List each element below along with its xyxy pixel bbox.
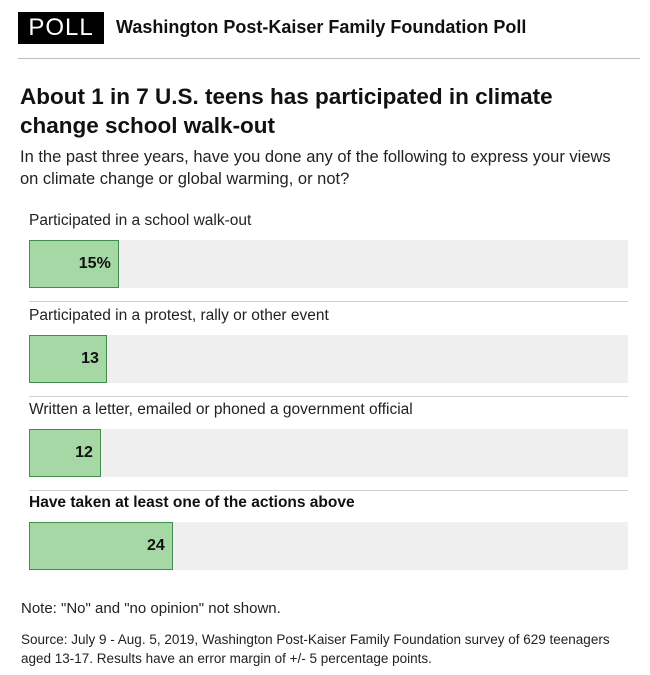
bar-track <box>29 522 628 570</box>
chart-headline: About 1 in 7 U.S. teens has participated in climate change school walk-out <box>20 84 553 138</box>
row-divider <box>29 490 628 491</box>
bar-track <box>29 429 628 477</box>
bar-track <box>29 240 628 288</box>
row-divider <box>29 396 628 397</box>
poll-header <box>18 10 640 59</box>
bar-value-label: 24 <box>147 537 165 554</box>
category-label: Have taken at least one of the actions above <box>29 494 355 511</box>
poll-badge: POLL <box>18 12 104 44</box>
chart-question: In the past three years, have you done any of the following to express your views on climate change or global warming, or not? <box>20 148 611 188</box>
row-divider <box>29 301 628 302</box>
category-label: Participated in a school walk-out <box>29 212 252 229</box>
category-label: Participated in a protest, rally or other event <box>29 307 329 324</box>
bar-track <box>29 335 628 383</box>
category-label: Written a letter, emailed or phoned a government official <box>29 401 413 418</box>
bar-value-label: 13 <box>81 350 99 367</box>
chart-source: Source: July 9 - Aug. 5, 2019, Washington Post-Kaiser Family Foundation survey of 629 teenagers aged 13-17. Results have an error margin of +/- 5 percentage points. <box>21 632 610 666</box>
bar-value-label: 12 <box>75 444 93 461</box>
bar-chart <box>29 212 628 572</box>
bar-value-label: 15% <box>78 255 111 272</box>
poll-source-title: Washington Post-Kaiser Family Foundation Poll <box>116 17 527 37</box>
chart-note: Note: "No" and "no opinion" not shown. <box>21 600 281 617</box>
